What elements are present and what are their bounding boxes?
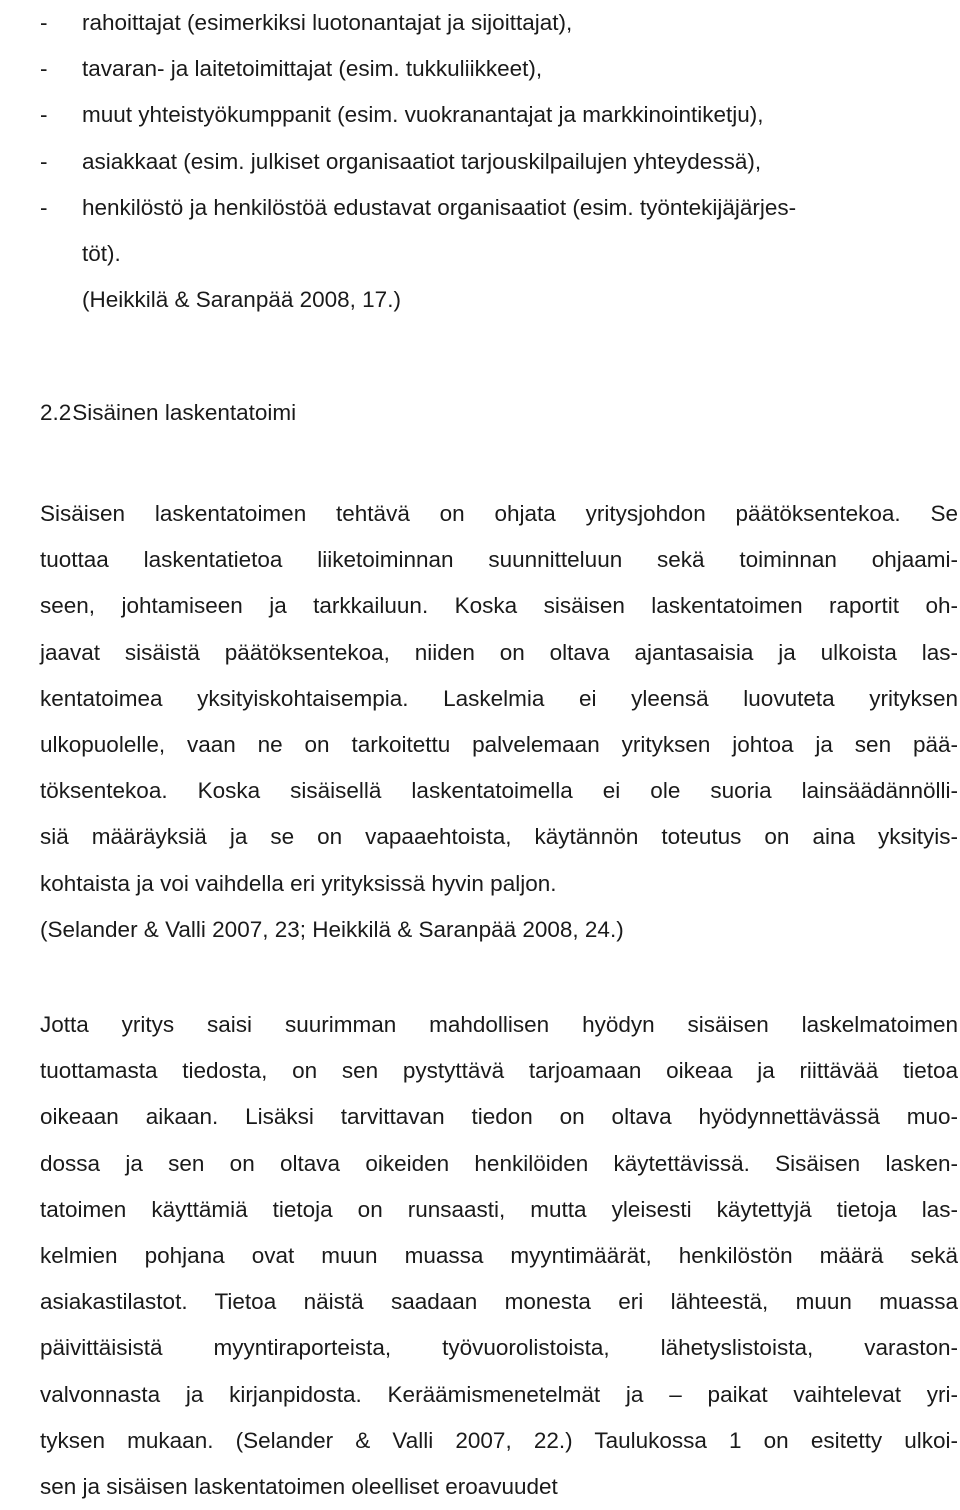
- paragraph-line: sen ja sisäisen laskentatoimen oleelliset eroavuudet: [40, 1474, 558, 1500]
- list-item: [40, 0, 958, 46]
- stakeholder-list: [40, 0, 958, 323]
- list-citation: (Heikkilä & Saranpää 2008, 17.): [82, 287, 401, 313]
- list-item-text: rahoittajat (esimerkiksi luotonantajat ja sijoittajat),: [82, 10, 573, 35]
- list-item: [40, 185, 958, 231]
- paragraph-citation: (Selander & Valli 2007, 23; Heikkilä & Saranpää 2008, 24.): [40, 916, 624, 942]
- paragraph-line: jaavat sisäistä päätöksentekoa, niiden on oltava ajantasaisia ja ulkoista las-: [40, 639, 958, 665]
- paragraph-information-needs: [40, 1002, 958, 1510]
- list-item: [40, 139, 958, 185]
- list-item-text: henkilöstö ja henkilöstöä edustavat organisaatiot (esim. työntekijäjärjes-: [82, 194, 797, 220]
- list-item: [40, 92, 958, 138]
- list-item-text: asiakkaat (esim. julkiset organisaatiot tarjouskilpailujen yhteydessä),: [82, 148, 762, 174]
- list-dash: -: [40, 102, 48, 128]
- paragraph-line: kohtaista ja voi vaihdella eri yrityksissä hyvin paljon.: [40, 870, 557, 896]
- list-item: [40, 46, 958, 92]
- section-title: Sisäinen laskentatoimi: [72, 400, 297, 425]
- list-item-text: muut yhteistyökumppanit (esim. vuokranantajat ja markkinointiketju),: [82, 102, 764, 128]
- paragraph-line: seen, johtamiseen ja tarkkailuun. Koska sisäisen laskentatoimen raportit oh-: [40, 593, 958, 619]
- paragraph-line: tuottamasta tiedosta, on sen pystyttävä tarjoamaan oikeaa ja riittävää tietoa: [40, 1058, 958, 1084]
- paragraph-line: päivittäisistä myyntiraporteista, työvuorolistoista, lähetyslistoista, varaston-: [40, 1335, 958, 1361]
- section-number: 2.2: [40, 400, 72, 425]
- paragraph-line: siä määräyksiä ja se on vapaaehtoista, käytännön toteutus on aina yksityis-: [40, 824, 958, 850]
- paragraph-line: valvonnasta ja kirjanpidosta. Keräämismenetelmät ja – paikat vaihtelevat yri-: [40, 1381, 958, 1407]
- paragraph-line: Sisäisen laskentatoimen tehtävä on ohjata yritysjohdon päätöksentekoa. Se: [40, 501, 958, 526]
- list-dash: -: [40, 194, 48, 220]
- paragraph-line: tatoimen käyttämiä tietoja on runsaasti, mutta yleisesti käytettyjä tietoja las-: [40, 1196, 958, 1222]
- paragraph-line: dossa ja sen on oltava oikeiden henkilöiden käytettävissä. Sisäisen lasken-: [40, 1150, 958, 1176]
- list-dash: -: [40, 10, 48, 35]
- list-item-text: tavaran- ja laitetoimittajat (esim. tukkuliikkeet),: [82, 56, 543, 82]
- paragraph-line: kentatoimea yksityiskohtaisempia. Laskelmia ei yleensä luovuteta yrityksen: [40, 685, 958, 711]
- paragraph-line: kelmien pohjana ovat muun muassa myyntimäärät, henkilöstön määrä sekä: [40, 1243, 958, 1269]
- paragraph-line: tuottaa laskentatietoa liiketoiminnan suunnitteluun sekä toiminnan ohjaami-: [40, 547, 958, 573]
- paragraph-line: oikeaan aikaan. Lisäksi tarvittavan tiedon on oltava hyödynnettävässä muo-: [40, 1104, 958, 1130]
- list-dash: -: [40, 56, 48, 82]
- section-heading: [40, 390, 296, 436]
- paragraph-line: töksentekoa. Koska sisäisellä laskentatoimella ei ole suoria lainsäädännölli-: [40, 778, 958, 804]
- paragraph-internal-accounting: [40, 491, 958, 953]
- list-continuation: töt).: [82, 241, 121, 267]
- paragraph-line: tyksen mukaan. (Selander & Valli 2007, 22.) Taulukossa 1 on esitetty ulkoi-: [40, 1427, 958, 1453]
- paragraph-line: ulkopuolelle, vaan ne on tarkoitettu palvelemaan yrityksen johtoa ja sen pää-: [40, 732, 958, 758]
- list-dash: -: [40, 148, 48, 174]
- paragraph-line: Jotta yritys saisi suurimman mahdollisen hyödyn sisäisen laskelmatoimen: [40, 1012, 958, 1037]
- paragraph-line: asiakastilastot. Tietoa näistä saadaan monesta eri lähteestä, muun muassa: [40, 1289, 958, 1315]
